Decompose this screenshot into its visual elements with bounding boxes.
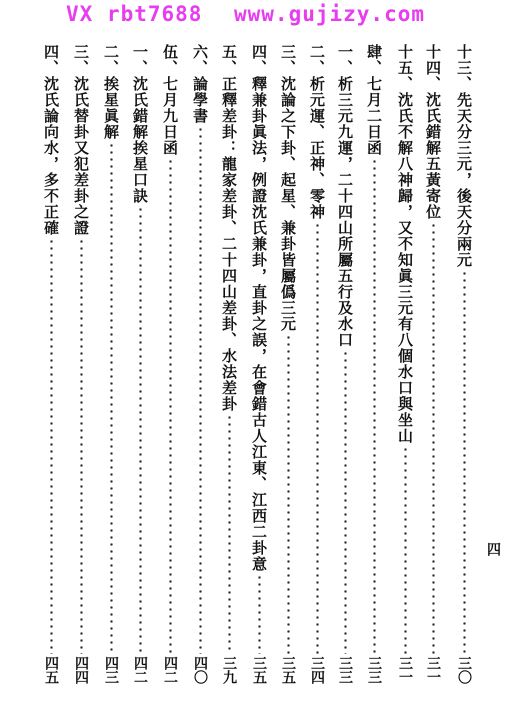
toc-entry-title: 十三、先天分三元，後天分兩元 [455, 44, 473, 268]
toc-entry-title: 三、沈氏替卦又犯差卦之證 [72, 44, 90, 236]
toc-entry-page: 三三 [366, 656, 382, 684]
dot-leader [199, 126, 202, 654]
dot-leader [287, 334, 290, 654]
toc-entry-page: 三九 [221, 656, 237, 684]
dot-leader [404, 446, 407, 654]
toc-entry [102, 44, 120, 684]
toc-entry-title: 一、析三元九運，二十四山所屬五行及水口 [336, 44, 354, 348]
toc-entry [336, 44, 354, 684]
toc-entry [42, 44, 60, 684]
toc-entry-page: 三四 [309, 656, 325, 684]
toc-entry-page: 四〇 [192, 656, 208, 684]
toc-entry [424, 44, 442, 684]
toc-entry-title: 肆、七月二日函 [365, 44, 383, 156]
toc-entry-page: 三三 [337, 656, 353, 684]
toc-entry [279, 44, 297, 684]
toc-entry-title: 十四、沈氏錯解五黃寄位 [424, 44, 442, 220]
toc-entry [191, 44, 209, 684]
toc-entry-page: 四三 [103, 656, 119, 684]
toc-entry [250, 44, 268, 684]
dot-leader [373, 158, 376, 654]
toc-entry [365, 44, 383, 684]
dot-leader [463, 270, 466, 654]
dot-leader [80, 238, 83, 654]
dot-leader [344, 350, 347, 654]
dot-leader [258, 574, 261, 654]
toc-entry [455, 44, 473, 684]
toc-entry-title: 三、沈論之下卦、起星、兼卦皆屬僞三元 [279, 44, 297, 332]
toc-entry-page: 四二 [162, 656, 178, 684]
dot-leader [316, 222, 319, 654]
toc-entry-page: 四四 [73, 656, 89, 684]
dot-leader [169, 158, 172, 654]
toc-entry-title: 六、論學書 [191, 44, 209, 124]
toc-entry [161, 44, 179, 684]
dot-leader [139, 206, 142, 654]
toc-entry [220, 44, 238, 684]
toc-entry-page: 三〇 [456, 656, 472, 684]
toc-entry-page: 四五 [43, 656, 59, 684]
dot-leader [110, 142, 113, 654]
toc-entry-title: 五、正釋差卦：龍家差卦、二十四山差卦、水法差卦 [220, 44, 238, 412]
toc-entry-title: 伍、七月九日函 [161, 44, 179, 156]
toc-entry [72, 44, 90, 684]
toc-entry-title: 十五、沈氏不解八神歸，又不知眞三元有八個水口與坐山 [396, 44, 414, 444]
toc-entry-page: 四二 [132, 656, 148, 684]
toc-entry-page: 三一 [397, 656, 413, 684]
toc-entry-page: 三一 [425, 656, 441, 684]
toc-entry [396, 44, 414, 684]
dot-leader [50, 238, 53, 654]
toc-entry-page: 三五 [251, 656, 267, 684]
toc-entry-title: 一、沈氏錯解挨星口訣 [131, 44, 149, 204]
toc-entry [131, 44, 149, 684]
watermark-vx: VX rbt7688 [66, 2, 203, 26]
page-number: 四 [485, 542, 501, 556]
toc-entry-title: 四、沈氏論向水，多不正確 [42, 44, 60, 236]
toc-entry-title: 二、挨星眞解 [102, 44, 120, 140]
toc-entry [308, 44, 326, 684]
dot-leader [228, 414, 231, 654]
watermark-url: www.gujizy.com [234, 2, 426, 26]
toc-entry-title: 二、析元運、正神、零神 [308, 44, 326, 220]
toc-entry-page: 三五 [280, 656, 296, 684]
toc-entry-title: 四、釋兼卦眞法，例證沈氏兼卦，直卦之誤，在會錯古人江東、江西二卦意 [250, 44, 268, 572]
dot-leader [432, 222, 435, 654]
